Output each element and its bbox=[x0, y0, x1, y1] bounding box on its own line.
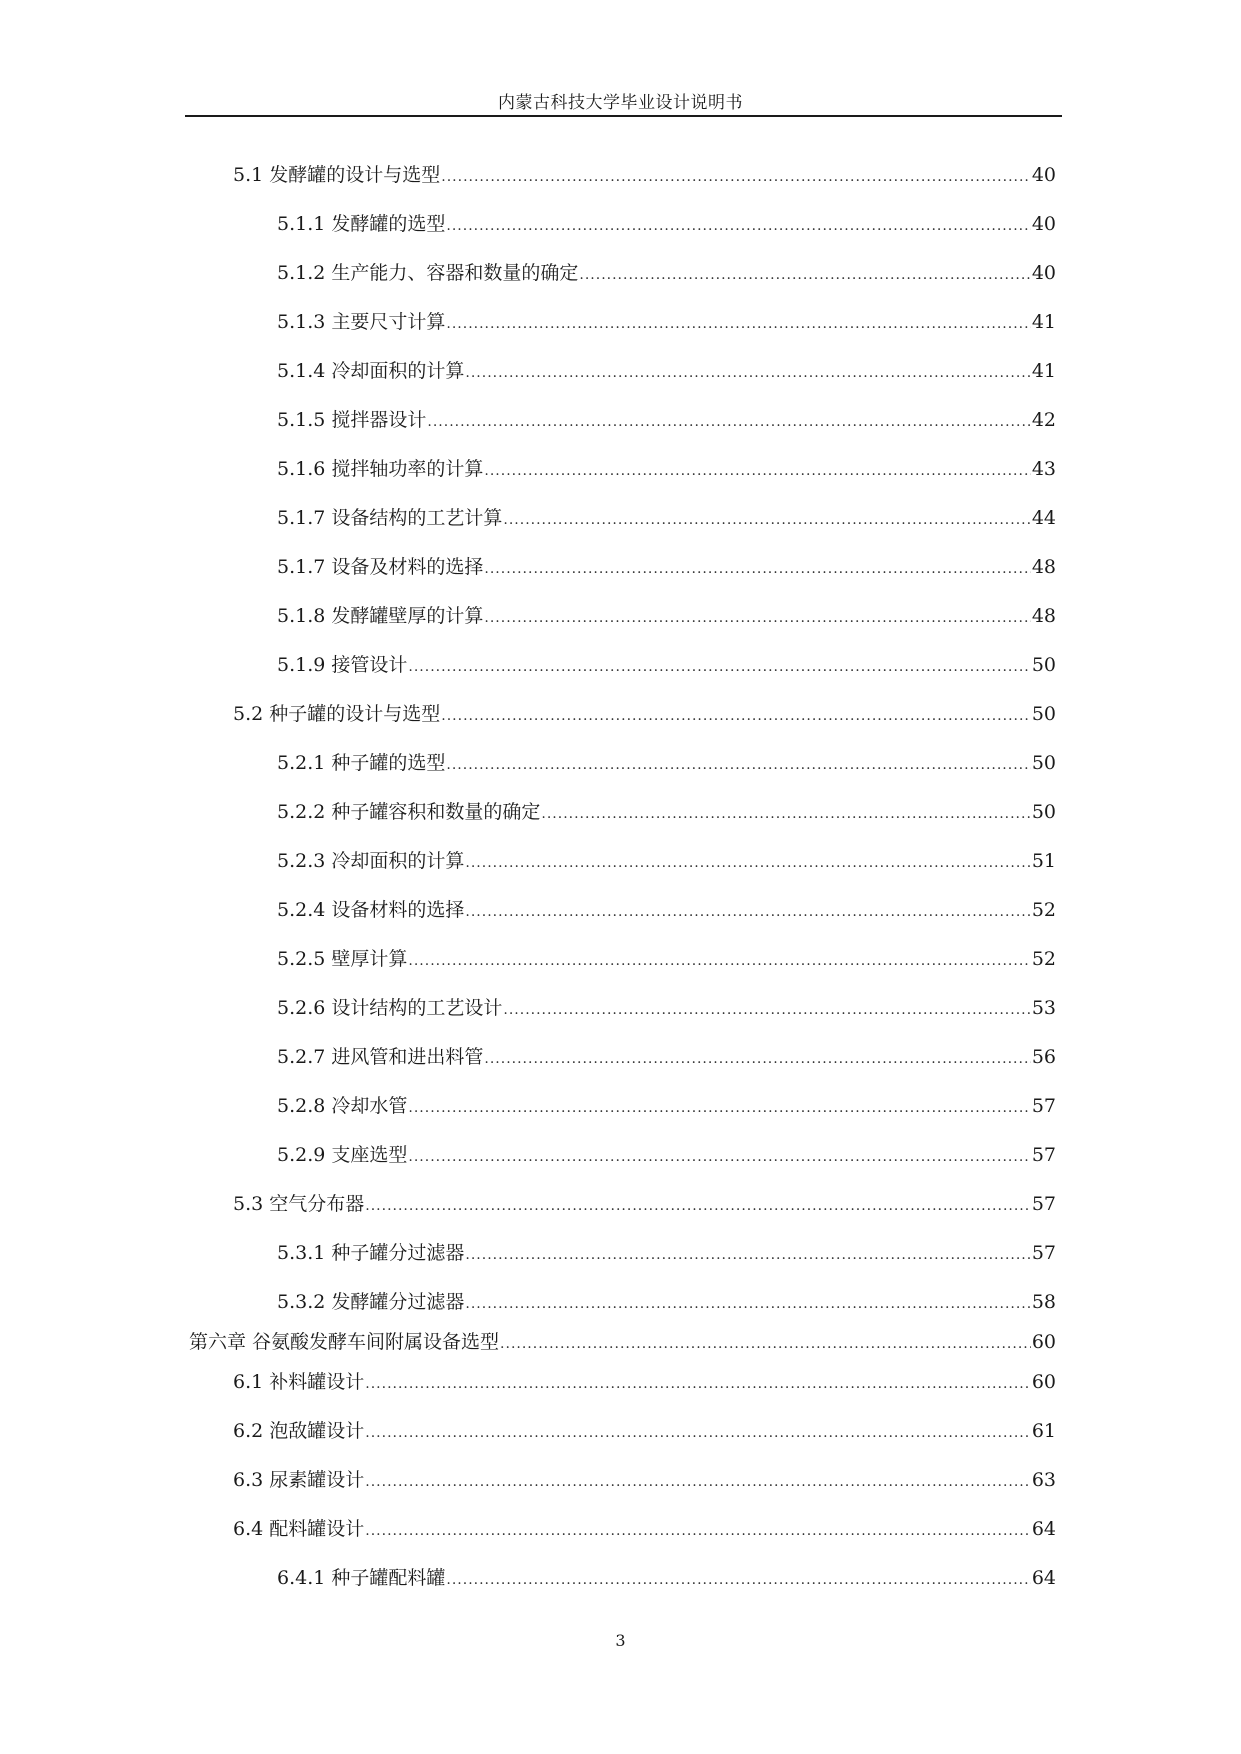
toc-entry[interactable] bbox=[277, 554, 1056, 582]
toc-entry-page: 57 bbox=[1031, 1095, 1056, 1117]
toc-entry[interactable] bbox=[277, 946, 1056, 974]
toc-leader-dots bbox=[441, 703, 1031, 729]
toc-entry-title: 5.1.9 接管设计 bbox=[277, 654, 408, 676]
toc-entry-page: 58 bbox=[1031, 1291, 1056, 1313]
toc-entry[interactable] bbox=[233, 1418, 1056, 1446]
toc-entry[interactable] bbox=[277, 358, 1056, 386]
toc-entry-page: 40 bbox=[1031, 213, 1056, 235]
toc-entry-title: 5.2.6 设计结构的工艺设计 bbox=[277, 997, 503, 1019]
toc-leader-dots bbox=[465, 850, 1030, 876]
toc-leader-dots bbox=[465, 899, 1030, 925]
toc-entry[interactable] bbox=[233, 1191, 1056, 1219]
toc-entry-page: 53 bbox=[1031, 997, 1056, 1019]
toc-entry-title: 第六章 谷氨酸发酵车间附属设备选型 bbox=[189, 1331, 500, 1353]
toc-entry-title: 5.1.4 冷却面积的计算 bbox=[277, 360, 465, 382]
toc-entry-page: 50 bbox=[1031, 752, 1056, 774]
toc-entry-title: 5.1.3 主要尺寸计算 bbox=[277, 311, 446, 333]
toc-entry-page: 40 bbox=[1031, 164, 1056, 186]
toc-entry-title: 5.1.2 生产能力、容器和数量的确定 bbox=[277, 262, 579, 284]
toc-leader-dots bbox=[465, 1242, 1030, 1268]
toc-entry[interactable] bbox=[277, 309, 1056, 337]
toc-entry[interactable] bbox=[277, 456, 1056, 484]
toc-entry-title: 6.4.1 种子罐配料罐 bbox=[277, 1567, 446, 1589]
toc-entry-title: 5.2.3 冷却面积的计算 bbox=[277, 850, 465, 872]
toc-leader-dots bbox=[503, 997, 1030, 1023]
toc-leader-dots bbox=[365, 1518, 1031, 1544]
toc-entry[interactable] bbox=[233, 1516, 1056, 1544]
toc-leader-dots bbox=[365, 1469, 1031, 1495]
toc-entry-title: 6.2 泡敌罐设计 bbox=[233, 1420, 365, 1442]
toc-entry-title: 5.1.7 设备及材料的选择 bbox=[277, 556, 484, 578]
toc-entry[interactable] bbox=[277, 652, 1056, 680]
toc-entry-title: 5.1.6 搅拌轴功率的计算 bbox=[277, 458, 484, 480]
toc-leader-dots bbox=[441, 164, 1031, 190]
toc-entry-page: 61 bbox=[1031, 1420, 1056, 1442]
toc-entry-title: 5.2.1 种子罐的选型 bbox=[277, 752, 446, 774]
toc-entry-title: 5.2 种子罐的设计与选型 bbox=[233, 703, 441, 725]
toc-entry-title: 6.3 尿素罐设计 bbox=[233, 1469, 365, 1491]
page-number: 3 bbox=[615, 1631, 626, 1650]
toc-entry-page: 56 bbox=[1031, 1046, 1056, 1068]
toc-entry[interactable] bbox=[277, 603, 1056, 631]
toc-entry-title: 5.3 空气分布器 bbox=[233, 1193, 365, 1215]
toc-entry-page: 52 bbox=[1031, 948, 1056, 970]
toc-entry[interactable] bbox=[277, 897, 1056, 925]
toc-entry-page: 44 bbox=[1031, 507, 1056, 529]
toc-leader-dots bbox=[365, 1371, 1031, 1397]
toc-entry[interactable] bbox=[277, 1142, 1056, 1170]
toc-entry[interactable] bbox=[277, 1289, 1056, 1317]
toc-entry-title: 5.1 发酵罐的设计与选型 bbox=[233, 164, 441, 186]
toc-entry-page: 60 bbox=[1031, 1371, 1056, 1393]
toc-entry-page: 50 bbox=[1031, 703, 1056, 725]
toc-entry[interactable] bbox=[277, 750, 1056, 778]
toc-leader-dots bbox=[484, 605, 1030, 631]
toc-entry[interactable] bbox=[277, 1044, 1056, 1072]
toc-entry-title: 5.2.7 进风管和进出料管 bbox=[277, 1046, 484, 1068]
toc-entry[interactable] bbox=[233, 1369, 1056, 1397]
toc-entry-title: 5.2.2 种子罐容积和数量的确定 bbox=[277, 801, 541, 823]
toc-entry-page: 48 bbox=[1031, 556, 1056, 578]
toc-entry[interactable] bbox=[277, 1093, 1056, 1121]
toc-entry-page: 57 bbox=[1031, 1242, 1056, 1264]
toc-entry-title: 5.1.1 发酵罐的选型 bbox=[277, 213, 446, 235]
toc-entry-title: 5.2.4 设备材料的选择 bbox=[277, 899, 465, 921]
toc-entry[interactable] bbox=[277, 211, 1056, 239]
toc-entry-title: 6.4 配料罐设计 bbox=[233, 1518, 365, 1540]
toc-entry-page: 52 bbox=[1031, 899, 1056, 921]
toc-leader-dots bbox=[446, 1567, 1030, 1593]
toc-entry-page: 63 bbox=[1031, 1469, 1056, 1491]
toc-entry[interactable] bbox=[233, 1467, 1056, 1495]
toc-entry-title: 5.2.5 壁厚计算 bbox=[277, 948, 408, 970]
toc-entry-page: 42 bbox=[1031, 409, 1056, 431]
toc-entry-page: 41 bbox=[1031, 360, 1056, 382]
toc-entry-page: 60 bbox=[1031, 1331, 1056, 1353]
toc-entry-page: 64 bbox=[1031, 1518, 1056, 1540]
toc-leader-dots bbox=[484, 1046, 1030, 1072]
toc-entry-title: 5.3.2 发酵罐分过滤器 bbox=[277, 1291, 465, 1313]
toc-leader-dots bbox=[541, 801, 1030, 827]
toc-entry[interactable] bbox=[233, 162, 1056, 190]
toc-entry-title: 6.1 补料罐设计 bbox=[233, 1371, 365, 1393]
toc-entry-title: 5.1.5 搅拌器设计 bbox=[277, 409, 427, 431]
toc-leader-dots bbox=[446, 311, 1030, 337]
toc-entry-title: 5.1.8 发酵罐壁厚的计算 bbox=[277, 605, 484, 627]
toc-leader-dots bbox=[408, 1144, 1030, 1170]
toc-entry[interactable] bbox=[277, 995, 1056, 1023]
toc-entry-title: 5.2.9 支座选型 bbox=[277, 1144, 408, 1166]
toc-entry[interactable] bbox=[277, 505, 1056, 533]
toc-leader-dots bbox=[446, 213, 1030, 239]
toc-entry-chapter[interactable] bbox=[189, 1329, 1056, 1357]
toc-entry[interactable] bbox=[277, 799, 1056, 827]
toc-entry-page: 50 bbox=[1031, 654, 1056, 676]
toc-entry-page: 51 bbox=[1031, 850, 1056, 872]
toc-leader-dots bbox=[408, 1095, 1030, 1121]
toc-leader-dots bbox=[365, 1193, 1031, 1219]
toc-entry[interactable] bbox=[277, 260, 1056, 288]
toc-entry-title: 5.2.8 冷却水管 bbox=[277, 1095, 408, 1117]
toc-leader-dots bbox=[408, 948, 1030, 974]
toc-entry-page: 57 bbox=[1031, 1144, 1056, 1166]
toc-leader-dots bbox=[465, 360, 1030, 386]
toc-leader-dots bbox=[503, 507, 1030, 533]
toc-entry-page: 40 bbox=[1031, 262, 1056, 284]
toc-leader-dots bbox=[408, 654, 1030, 680]
toc-leader-dots bbox=[427, 409, 1030, 435]
toc-leader-dots bbox=[465, 1291, 1030, 1317]
toc-entry-page: 48 bbox=[1031, 605, 1056, 627]
toc-entry[interactable] bbox=[277, 1565, 1056, 1593]
toc-leader-dots bbox=[484, 458, 1030, 484]
toc-leader-dots bbox=[365, 1420, 1031, 1446]
toc-entry[interactable] bbox=[277, 848, 1056, 876]
running-header-title: 内蒙古科技大学毕业设计说明书 bbox=[498, 93, 743, 113]
toc-entry-page: 41 bbox=[1031, 311, 1056, 333]
toc-entry-page: 50 bbox=[1031, 801, 1056, 823]
toc-entry[interactable] bbox=[233, 701, 1056, 729]
toc-leader-dots bbox=[500, 1331, 1031, 1357]
toc-entry-title: 5.3.1 种子罐分过滤器 bbox=[277, 1242, 465, 1264]
toc-leader-dots bbox=[484, 556, 1030, 582]
toc-entry-page: 57 bbox=[1031, 1193, 1056, 1215]
toc-entry-page: 64 bbox=[1031, 1567, 1056, 1589]
toc-entry-page: 43 bbox=[1031, 458, 1056, 480]
toc-entry[interactable] bbox=[277, 407, 1056, 435]
toc-entry[interactable] bbox=[277, 1240, 1056, 1268]
toc-leader-dots bbox=[446, 752, 1030, 778]
toc-entry-title: 5.1.7 设备结构的工艺计算 bbox=[277, 507, 503, 529]
toc-leader-dots bbox=[579, 262, 1030, 288]
